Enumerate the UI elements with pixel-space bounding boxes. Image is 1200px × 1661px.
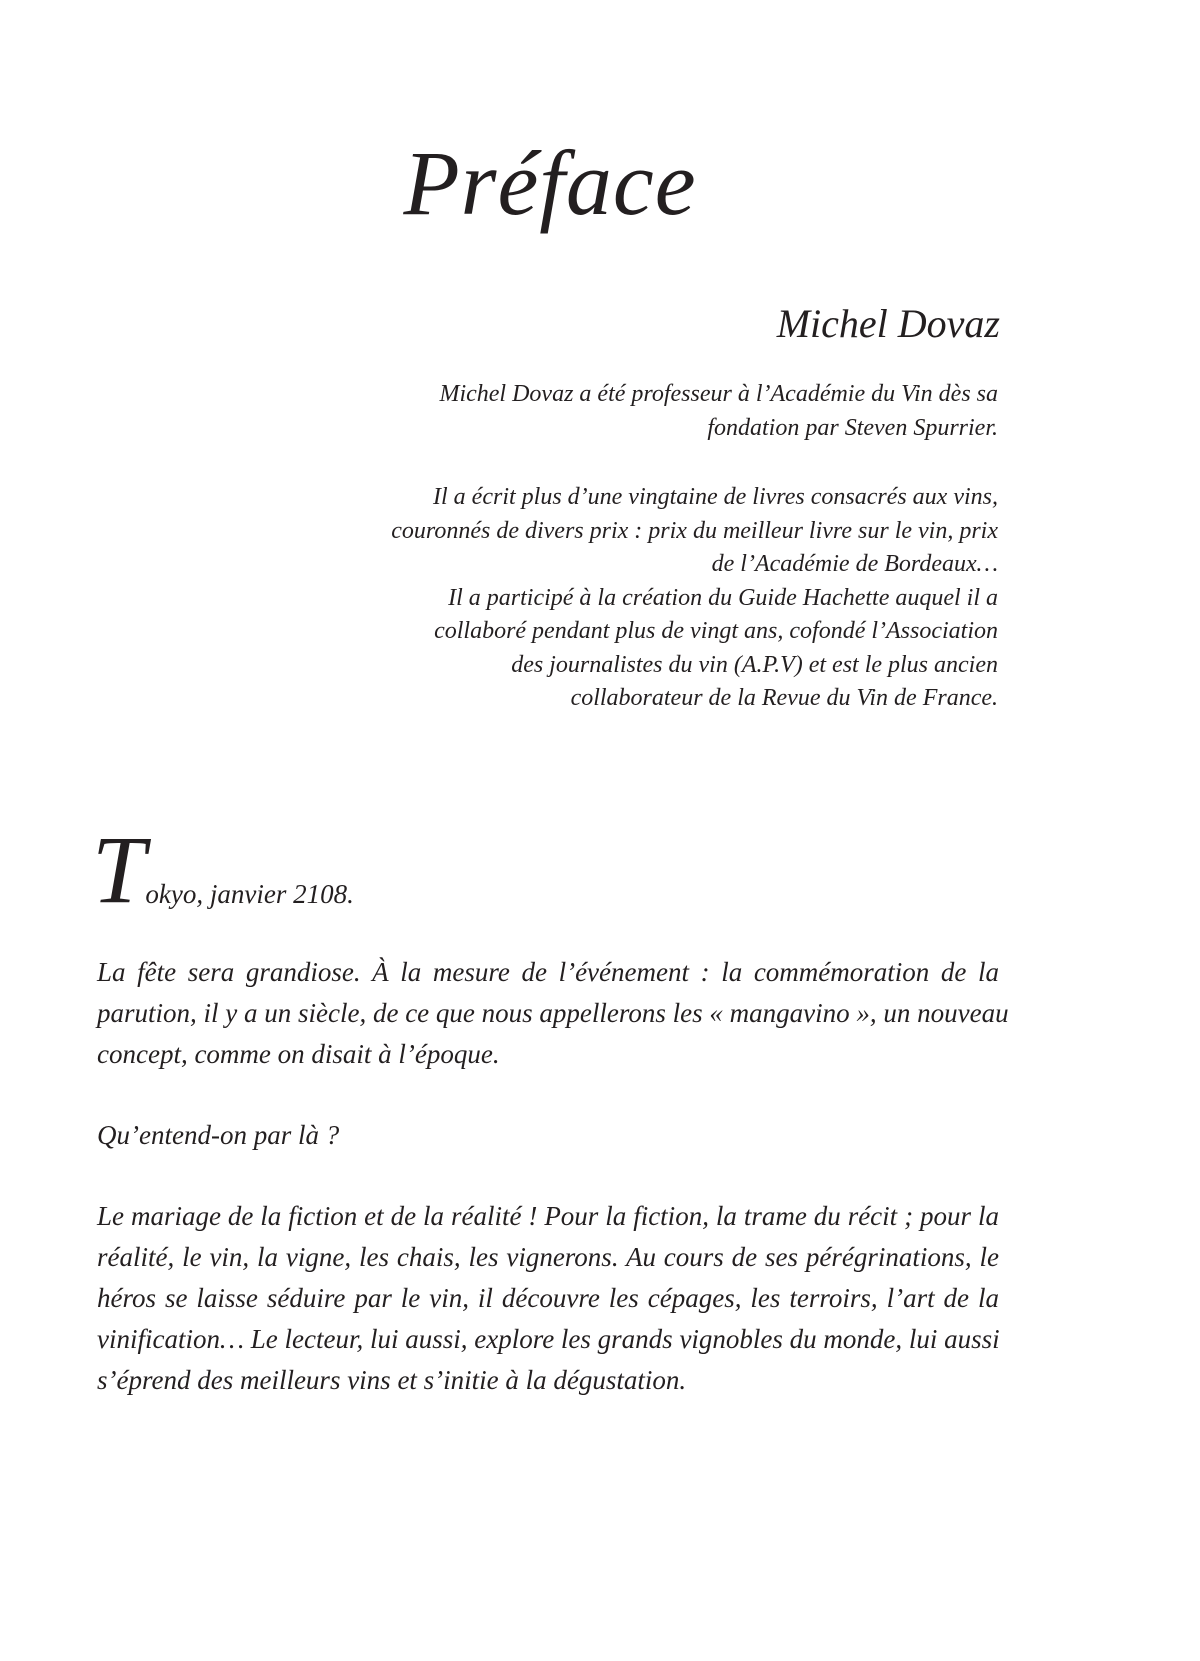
bio-line: Michel Dovaz a été professeur à l’Académie du Vin dès sa xyxy=(439,381,998,407)
body-paragraph xyxy=(97,1115,999,1156)
bio-line: couronnés de divers prix : prix du meilleur livre sur le vin, prix xyxy=(391,517,998,544)
page-title: Préface xyxy=(403,132,697,234)
bio-line: collaborateur de la Revue du Vin de France. xyxy=(570,685,998,711)
text-line: s’éprend des meilleurs vins et s’initie à la dégustation. xyxy=(97,1365,687,1395)
text-line: Qu’entend-on par là ? xyxy=(97,1120,340,1150)
dateline xyxy=(92,816,354,923)
body-paragraph xyxy=(97,952,1009,1075)
bio-line: Il a participé à la création du Guide Hachette auquel il a xyxy=(448,584,998,611)
text-line: vinification… Le lecteur, lui aussi, explore les grands vignobles du monde, lui aussi xyxy=(97,1324,1000,1354)
bio-line: Il a écrit plus d’une vingtaine de livres consacrés aux vins, xyxy=(433,484,998,510)
bio-line: collaboré pendant plus de vingt ans, cofondé l’Association xyxy=(434,618,998,644)
bio-line: de l’Académie de Bordeaux… xyxy=(711,551,998,577)
preface-author: Michel Dovaz xyxy=(776,301,1000,346)
text-line: parution, il y a un siècle, de ce que nous appellerons les « mangavino », un nouveau xyxy=(97,998,1009,1028)
text-line: réalité, le vin, la vigne, les chais, les vignerons. Au cours de ses pérégrinations, le xyxy=(97,1242,999,1272)
text-line: Le mariage de la fiction et de la réalité ! Pour la fiction, la trame du récit ; pour la xyxy=(97,1201,999,1231)
body-paragraph xyxy=(97,1196,999,1401)
text-line: héros se laisse séduire par le vin, il découvre les cépages, les terroirs, l’art de la xyxy=(97,1283,999,1313)
drop-cap: T xyxy=(92,816,146,923)
dateline-text: okyo, janvier 2108. xyxy=(145,879,354,909)
text-line: La fête sera grandiose. À la mesure de l’événement : la commémoration de la xyxy=(97,957,999,987)
author-bio xyxy=(378,378,998,716)
bio-line: des journalistes du vin (A.P.V) et est le plus ancien xyxy=(511,651,998,678)
text-line: concept, comme on disait à l’époque. xyxy=(97,1039,500,1069)
bio-line: fondation par Steven Spurrier. xyxy=(707,414,998,441)
